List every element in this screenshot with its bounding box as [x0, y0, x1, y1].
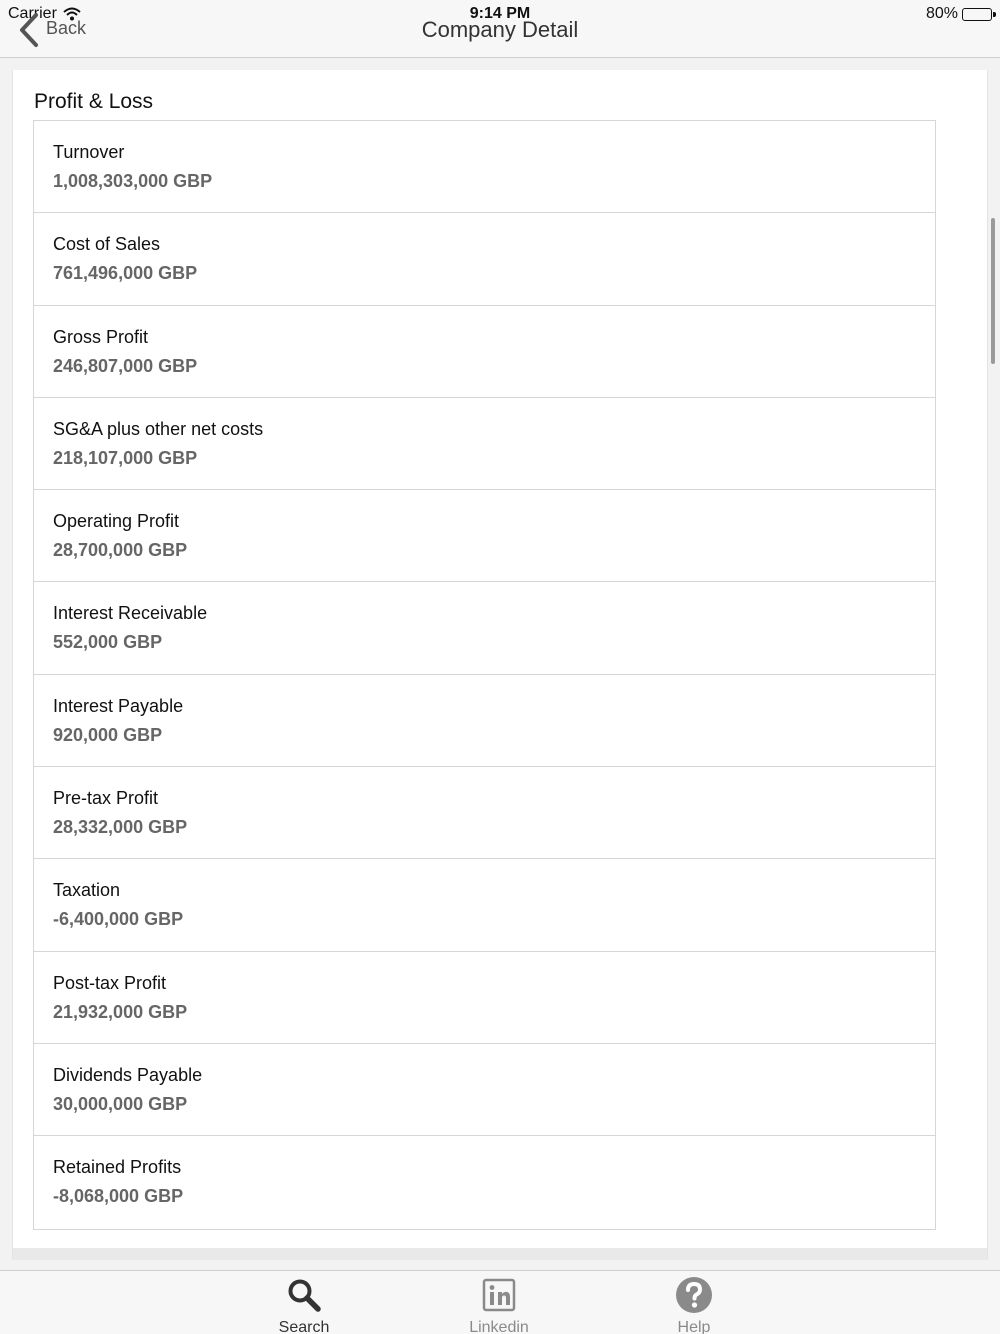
navigation-bar [0, 0, 1000, 58]
item-value: -8,068,000 GBP [53, 1186, 184, 1207]
item-value: 1,008,303,000 GBP [53, 171, 213, 191]
tab-search-label: Search [278, 1319, 330, 1334]
tab-linkedin-label: Linkedin [469, 1319, 529, 1334]
tab-help-label: Help [677, 1319, 711, 1334]
scrollbar[interactable] [991, 218, 995, 364]
list-item [34, 490, 935, 582]
item-value: 218,107,000 GBP [53, 447, 198, 468]
list-item [34, 675, 935, 767]
item-value: 21,932,000 GBP [53, 1001, 188, 1022]
tab-linkedin[interactable] [439, 1275, 559, 1334]
item-value: 761,496,000 GBP [53, 263, 198, 284]
status-time: 9:14 PM [469, 5, 531, 22]
item-label: Dividends Payable [53, 1064, 203, 1085]
item-label: Retained Profits [53, 1157, 182, 1178]
item-label: Interest Receivable [53, 603, 208, 624]
item-label: Gross Profit [53, 326, 149, 347]
item-value: 30,000,000 GBP [53, 1093, 188, 1114]
item-label: SG&A plus other net costs [53, 418, 264, 439]
list-item [34, 859, 935, 951]
item-label: Post-tax Profit [53, 972, 167, 993]
list-item [34, 398, 935, 490]
help-icon [675, 1276, 713, 1314]
item-label: Turnover [53, 142, 125, 162]
list-item [34, 121, 935, 213]
tab-help[interactable] [634, 1275, 754, 1334]
item-value: 920,000 GBP [53, 724, 163, 745]
item-value: 28,700,000 GBP [53, 540, 188, 561]
item-value: 28,332,000 GBP [53, 817, 188, 838]
item-label: Taxation [53, 880, 121, 901]
item-label: Operating Profit [53, 511, 180, 532]
item-label: Interest Payable [53, 695, 184, 716]
list-item [34, 306, 935, 398]
carrier-label: Carrier [8, 5, 57, 22]
list-item [34, 952, 935, 1044]
list-item [34, 1136, 935, 1228]
tab-search[interactable] [244, 1275, 364, 1334]
next-section-edge [12, 1248, 988, 1260]
list-item [34, 767, 935, 859]
tab-bar [0, 1270, 1000, 1334]
page-title: Company Detail [421, 17, 579, 42]
section-title: Profit & Loss [34, 90, 154, 113]
item-value: -6,400,000 GBP [53, 909, 184, 930]
linkedin-icon [482, 1278, 516, 1312]
search-icon [287, 1278, 321, 1312]
profit-loss-list [33, 120, 936, 1230]
battery-percent: 80% [925, 5, 958, 22]
list-item [34, 582, 935, 674]
content-panel[interactable] [12, 70, 988, 1248]
list-item [34, 213, 935, 305]
item-label: Pre-tax Profit [53, 788, 159, 809]
back-label: Back [46, 17, 87, 38]
list-item [34, 1044, 935, 1136]
item-label: Cost of Sales [53, 234, 161, 255]
item-value: 246,807,000 GBP [53, 355, 198, 376]
item-value: 552,000 GBP [53, 632, 163, 653]
